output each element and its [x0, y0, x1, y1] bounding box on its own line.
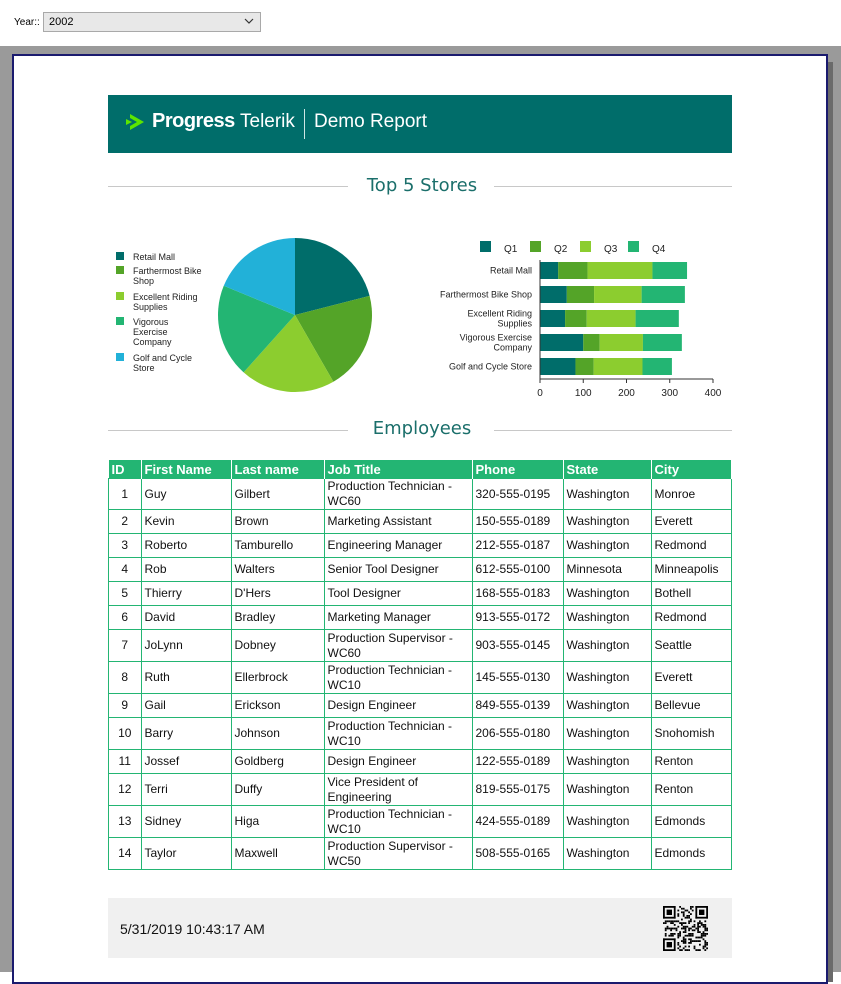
- report-footer: [108, 898, 732, 958]
- bar-category-label: Retail Mall: [489, 265, 532, 276]
- table-cell: Bothell: [651, 582, 732, 606]
- table-cell: Brown: [231, 510, 324, 534]
- table-row: [109, 718, 732, 750]
- table-cell: 7: [109, 630, 142, 662]
- table-cell: 150-555-0189: [472, 510, 563, 534]
- table-cell: Dobney: [231, 630, 324, 662]
- table-cell: Vice President of Engineering: [324, 774, 472, 806]
- column-header: Last name: [231, 460, 324, 479]
- legend-label-golf: Golf and Cycle Store: [133, 353, 193, 373]
- table-cell: 913-555-0172: [472, 606, 563, 630]
- brand-divider: [304, 109, 305, 139]
- table-cell: Thierry: [141, 582, 231, 606]
- table-cell: Washington: [563, 582, 651, 606]
- legend-swatch-excellent: [116, 292, 124, 300]
- table-cell: Redmond: [651, 606, 732, 630]
- table-row: [109, 806, 732, 838]
- table-cell: Washington: [563, 662, 651, 694]
- legend-label-retail: Retail Mall: [133, 252, 176, 262]
- brand-progress: Progress: [152, 110, 235, 132]
- legend-swatch-farthermost: [116, 266, 124, 274]
- table-row: [109, 774, 732, 806]
- table-cell: 849-555-0139: [472, 694, 563, 718]
- bar-legend-label: Q2: [554, 244, 568, 255]
- bar-segment: [636, 310, 679, 327]
- qr-pattern: [663, 906, 708, 951]
- table-row: [109, 510, 732, 534]
- bar-legend-swatch: [580, 241, 591, 252]
- table-cell: Johnson: [231, 718, 324, 750]
- table-cell: 320-555-0195: [472, 479, 563, 510]
- year-label: Year::: [14, 17, 40, 28]
- section-line-right: [494, 186, 732, 187]
- bar-segment: [567, 286, 594, 303]
- column-header: First Name: [141, 460, 231, 479]
- bar-segment: [642, 286, 685, 303]
- qr-code-icon: [663, 906, 708, 951]
- table-cell: Marketing Assistant: [324, 510, 472, 534]
- table-cell: Washington: [563, 510, 651, 534]
- table-cell: Production Technician - WC10: [324, 662, 472, 694]
- bar-segment: [575, 358, 593, 375]
- bar-legend-label: Q1: [504, 244, 518, 255]
- bar-segment: [587, 310, 636, 327]
- table-cell: Production Technician - WC10: [324, 806, 472, 838]
- table-cell: Renton: [651, 750, 732, 774]
- table-cell: Goldberg: [231, 750, 324, 774]
- table-cell: Erickson: [231, 694, 324, 718]
- section-line-left-2: [108, 430, 348, 431]
- table-cell: Snohomish: [651, 718, 732, 750]
- table-cell: Senior Tool Designer: [324, 558, 472, 582]
- table-cell: Terri: [141, 774, 231, 806]
- bar-category-label: Excellent Riding Supplies: [467, 308, 532, 329]
- section-line-left: [108, 186, 348, 187]
- stores-pie-chart: [210, 230, 380, 400]
- bar-segment: [600, 334, 643, 351]
- table-cell: Everett: [651, 510, 732, 534]
- table-cell: 212-555-0187: [472, 534, 563, 558]
- table-cell: Ellerbrock: [231, 662, 324, 694]
- bar-segment: [540, 358, 575, 375]
- column-header: Job Title: [324, 460, 472, 479]
- bar-segment: [643, 334, 682, 351]
- x-tick-label: 0: [537, 388, 543, 399]
- table-cell: 8: [109, 662, 142, 694]
- table-cell: 612-555-0100: [472, 558, 563, 582]
- table-cell: 11: [109, 750, 142, 774]
- table-cell: Edmonds: [651, 838, 732, 870]
- table-cell: 6: [109, 606, 142, 630]
- table-cell: Washington: [563, 750, 651, 774]
- table-cell: Edmonds: [651, 806, 732, 838]
- table-cell: 122-555-0189: [472, 750, 563, 774]
- table-cell: Washington: [563, 606, 651, 630]
- table-cell: 1: [109, 479, 142, 510]
- section-line-right-2: [494, 430, 732, 431]
- bar-segment: [565, 310, 587, 327]
- table-cell: 10: [109, 718, 142, 750]
- column-header: Phone: [472, 460, 563, 479]
- section-title-stores: Top 5 Stores: [366, 175, 478, 196]
- table-cell: Duffy: [231, 774, 324, 806]
- x-tick-label: 400: [704, 388, 722, 399]
- table-cell: 3: [109, 534, 142, 558]
- table-cell: Guy: [141, 479, 231, 510]
- table-cell: 168-555-0183: [472, 582, 563, 606]
- table-header-row: [109, 460, 732, 479]
- table-cell: Production Supervisor - WC60: [324, 630, 472, 662]
- table-cell: 903-555-0145: [472, 630, 563, 662]
- bar-legend-label: Q3: [604, 244, 618, 255]
- table-cell: Everett: [651, 662, 732, 694]
- table-cell: Minneapolis: [651, 558, 732, 582]
- column-header: State: [563, 460, 651, 479]
- bar-legend-swatch: [480, 241, 491, 252]
- table-row: [109, 479, 732, 510]
- page-shadow: [828, 62, 833, 982]
- table-cell: Tool Designer: [324, 582, 472, 606]
- legend-swatch-golf: [116, 353, 124, 361]
- table-cell: Washington: [563, 479, 651, 510]
- table-cell: JoLynn: [141, 630, 231, 662]
- report-timestamp: 5/31/2019 10:43:17 AM: [120, 921, 265, 937]
- table-cell: Design Engineer: [324, 750, 472, 774]
- table-cell: Ruth: [141, 662, 231, 694]
- table-cell: Washington: [563, 694, 651, 718]
- bar-segment: [652, 262, 687, 279]
- table-cell: Roberto: [141, 534, 231, 558]
- bar-category-label: Farthermost Bike Shop: [439, 289, 532, 300]
- table-cell: Taylor: [141, 838, 231, 870]
- table-row: [109, 534, 732, 558]
- table-cell: Walters: [231, 558, 324, 582]
- x-tick-label: 100: [574, 388, 592, 399]
- employees-table-body: [109, 479, 732, 870]
- employees-table: [108, 460, 732, 870]
- table-cell: 508-555-0165: [472, 838, 563, 870]
- table-cell: 12: [109, 774, 142, 806]
- legend-label-vigorous: Vigorous Exercise Company: [133, 317, 172, 347]
- year-dropdown-value: 2002: [49, 16, 74, 28]
- table-cell: Washington: [563, 806, 651, 838]
- bar-segment: [540, 286, 567, 303]
- brand-telerik: Telerik: [240, 111, 295, 132]
- table-row: [109, 838, 732, 870]
- table-cell: Gilbert: [231, 479, 324, 510]
- table-row: [109, 558, 732, 582]
- table-cell: 13: [109, 806, 142, 838]
- table-cell: 14: [109, 838, 142, 870]
- bar-segment: [540, 334, 583, 351]
- x-tick-label: 200: [618, 388, 635, 399]
- table-cell: Production Technician - WC60: [324, 479, 472, 510]
- bar-category-label: Golf and Cycle Store: [448, 361, 532, 372]
- report-title: Demo Report: [314, 111, 427, 132]
- table-cell: Monroe: [651, 479, 732, 510]
- progress-logo-icon: [126, 111, 148, 133]
- table-cell: Bellevue: [651, 694, 732, 718]
- table-cell: 4: [109, 558, 142, 582]
- table-cell: Washington: [563, 774, 651, 806]
- bar-segment: [588, 262, 653, 279]
- bar-legend-swatch: [628, 241, 639, 252]
- legend-swatch-retail: [116, 252, 124, 260]
- table-cell: Washington: [563, 838, 651, 870]
- table-cell: Seattle: [651, 630, 732, 662]
- table-row: [109, 606, 732, 630]
- table-cell: Minnesota: [563, 558, 651, 582]
- legend-swatch-vigorous: [116, 317, 124, 325]
- report-banner: [108, 95, 732, 153]
- table-cell: 145-555-0130: [472, 662, 563, 694]
- table-cell: Barry: [141, 718, 231, 750]
- bar-segment: [594, 358, 643, 375]
- table-cell: Washington: [563, 718, 651, 750]
- legend-label-farthermost: Farthermost Bike Shop: [133, 266, 202, 286]
- table-cell: Kevin: [141, 510, 231, 534]
- bar-segment: [594, 286, 642, 303]
- table-cell: 9: [109, 694, 142, 718]
- table-cell: Design Engineer: [324, 694, 472, 718]
- table-cell: Tamburello: [231, 534, 324, 558]
- table-row: [109, 662, 732, 694]
- bar-segment: [583, 334, 599, 351]
- legend-label-excellent: Excellent Riding Supplies: [133, 292, 198, 312]
- table-cell: Renton: [651, 774, 732, 806]
- bar-segment: [540, 262, 558, 279]
- table-cell: Washington: [563, 630, 651, 662]
- table-cell: Bradley: [231, 606, 324, 630]
- stores-bar-chart: [420, 236, 730, 402]
- table-cell: Jossef: [141, 750, 231, 774]
- table-cell: Redmond: [651, 534, 732, 558]
- table-row: [109, 582, 732, 606]
- table-cell: Sidney: [141, 806, 231, 838]
- table-cell: 5: [109, 582, 142, 606]
- table-cell: Higa: [231, 806, 324, 838]
- chevron-down-icon: [244, 16, 254, 26]
- bar-segment: [558, 262, 587, 279]
- table-cell: Rob: [141, 558, 231, 582]
- bar-segment: [643, 358, 672, 375]
- table-cell: Gail: [141, 694, 231, 718]
- bar-legend-label: Q4: [652, 244, 666, 255]
- table-row: [109, 694, 732, 718]
- table-cell: David: [141, 606, 231, 630]
- table-cell: Marketing Manager: [324, 606, 472, 630]
- table-cell: 2: [109, 510, 142, 534]
- table-cell: Production Technician - WC10: [324, 718, 472, 750]
- table-row: [109, 630, 732, 662]
- table-cell: 819-555-0175: [472, 774, 563, 806]
- section-title-employees: Employees: [372, 418, 472, 439]
- bar-segment: [540, 310, 565, 327]
- x-tick-label: 300: [661, 388, 679, 399]
- bar-legend-swatch: [530, 241, 541, 252]
- table-cell: Maxwell: [231, 838, 324, 870]
- table-cell: Production Supervisor - WC50: [324, 838, 472, 870]
- year-dropdown[interactable]: [43, 12, 261, 32]
- table-row: [109, 750, 732, 774]
- table-cell: 424-555-0189: [472, 806, 563, 838]
- report-toolbar: [0, 0, 841, 46]
- table-cell: D'Hers: [231, 582, 324, 606]
- table-cell: Engineering Manager: [324, 534, 472, 558]
- column-header: City: [651, 460, 732, 479]
- table-cell: Washington: [563, 534, 651, 558]
- table-cell: 206-555-0180: [472, 718, 563, 750]
- bar-category-label: Vigorous Exercise Company: [459, 332, 532, 353]
- column-header: ID: [109, 460, 142, 479]
